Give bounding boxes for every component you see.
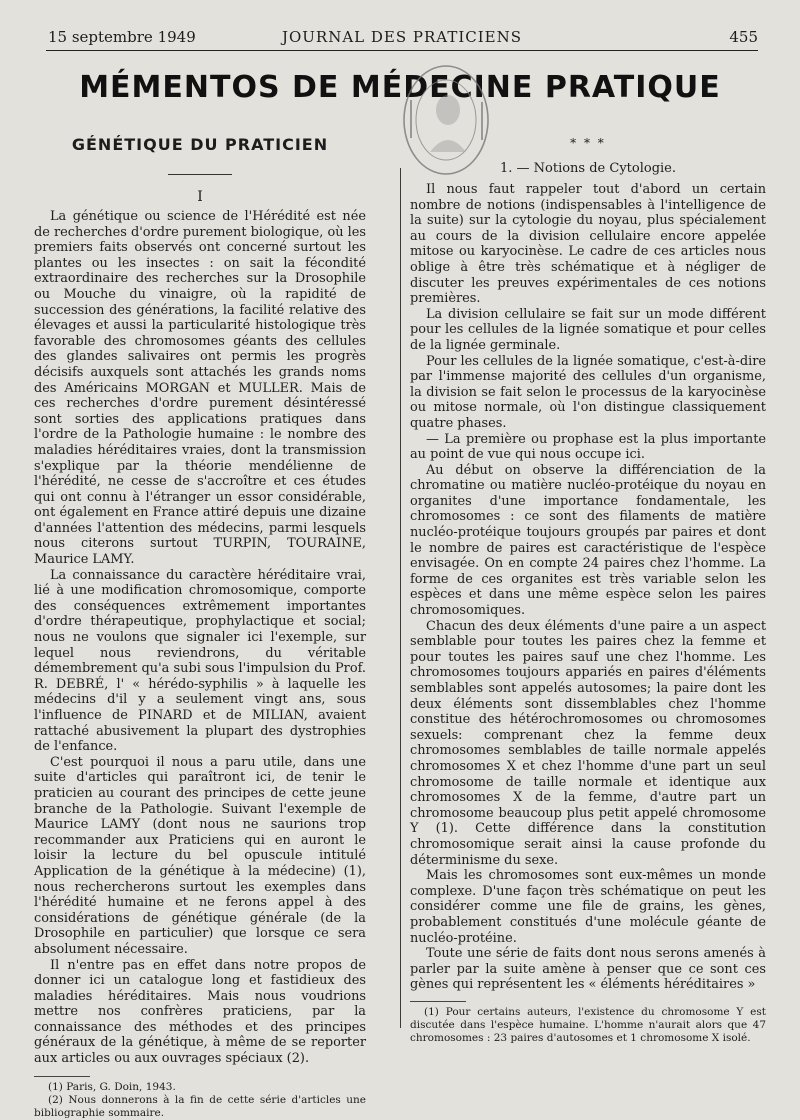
left-footnotes	[34, 1076, 366, 1120]
page-title: MÉMENTOS DE MÉDECINE PRATIQUE	[79, 70, 721, 105]
running-header	[46, 26, 758, 51]
header-journal-name: JOURNAL DES PRATICIENS	[281, 28, 523, 46]
section-separator-stars: * * *	[570, 136, 606, 150]
title-rule	[168, 174, 232, 175]
footnote: (2) Nous donnerons à la fin de cette série d'articles une bibliographie sommaire.	[34, 1093, 366, 1119]
part-number: I	[197, 189, 203, 205]
left-body	[34, 209, 366, 1067]
paragraph: — La première ou prophase est la plus importante au point de vue qui nous occupe ici.	[410, 431, 766, 463]
footnote: (1) Paris, G. Doin, 1943.	[48, 1080, 176, 1093]
footnote: (1) Pour certains auteurs, l'existence du chromosome Y est discutée dans l'espèce humaine. L'homme n'aurait alors que 47 chromosomes : 23 paires d'autosomes et 1 chromosome X isolé.	[410, 1005, 766, 1044]
paragraph: Pour les cellules de la lignée somatique, c'est-à-dire par l'immense majorité des cellules d'un organisme, la division se fait selon le processus de la karyocinèse ou mitose normale, où l'on distingue classiquement quatre phases.	[410, 353, 766, 431]
paragraph: Il nous faut rappeler tout d'abord un certain nombre de notions (indispensables à l'intelligence de la suite) sur la cytologie du noyau, plus spécialement au cours de la division cellulaire encore appelée mitose ou karyocinèse. Le cadre de ces articles nous oblige à être très schématique et à négliger de discuter les preuves expérimentales de ces notions premières.	[410, 182, 766, 307]
paragraph: Au début on observe la différenciation de la chromatine ou matière nucléo-protéique du noyau en organites d'une importance fondamentale, les chromosomes : ce sont des filaments de matière nucléo-protéique toujours groupés par paires et dont le nombre de paires est caractéristique de l'espèce envisagée. On en compte 24 paires chez l'homme. La forme de ces organites est très variable selon les espèces et dans une même espèce selon les paires chromosomiques.	[410, 462, 766, 619]
paragraph: Chacun des deux éléments d'une paire a un aspect semblable pour toutes les paires chez la femme et pour toutes les paires sauf une chez l'homme. Les chromosomes toujours appariés en paires d'éléments semblables sont appelés autosomes; la paire dont les deux éléments sont dissemblables chez l'homme constitue des hétérochromosomes ou chromosomes sexuels: comprenant chez la femme deux chromosomes semblables de taille normale appelés chromosomes X et chez l'homme d'une part un seul chromosome de taille normale et identique aux chromosomes X de la femme, d'autre part un chromosome beaucoup plus petit appelé chromosome Y (1). Cette différence dans la constitution chromosomique serait ainsi la cause profonde du déterminisme du sexe.	[410, 618, 766, 868]
header-date: 15 septembre 1949	[48, 28, 196, 46]
paragraph: Il n'entre pas en effet dans notre propos de donner ici un catalogue long et fastidieux des maladies héréditaires. Mais nous voudrions mettre nos confrères praticiens, par la connaissance des méthodes et des principes généraux de la génétique, à même de se reporter aux articles ou aux ouvrages spéciaux (2).	[34, 957, 366, 1067]
right-footnotes	[410, 1001, 766, 1045]
footnote-rule	[34, 1076, 90, 1077]
right-column	[410, 125, 766, 1045]
paragraph: C'est pourquoi il nous a paru utile, dans une suite d'articles qui paraîtront ici, de tenir le praticien au courant des principes de cette jeune branche de la Pathologie. Suivant l'exemple de Maurice LAMY (dont nous ne saurions trop recommander aux Praticiens qui en auront le loisir la lecture du bel opuscule intitulé Application de la génétique à la médecine) (1), nous rechercherons surtout les exemples dans l'hérédité humaine et ne ferons appel à des considérations de génétique générale (de la Drosophile en particulier) que lorsque ce sera absolument nécessaire.	[34, 754, 366, 957]
header-page-number: 455	[729, 28, 758, 46]
paragraph: La connaissance du caractère héréditaire vrai, lié à une modification chromosomique, comporte des conséquences extrêmement importantes d'ordre thérapeutique, prophylactique et social; nous ne voulons que signaler ici l'exemple, sur lequel nous reviendrons, du véritable démembrement qu'a subi sous l'impulsion du Prof. R. DEBRÉ, l' « hérédo-syphilis » à laquelle les médecins d'il y a seulement vingt ans, sous l'influence de PINARD et de MILIAN, avaient rattaché abusivement la plupart des dystrophies de l'enfance.	[34, 567, 366, 755]
footnote-rule	[410, 1001, 466, 1002]
column-divider	[400, 168, 401, 1028]
section-title: GÉNÉTIQUE DU PRATICIEN	[71, 135, 329, 154]
left-column	[34, 125, 366, 1120]
paragraph: La division cellulaire se fait sur un mode différent pour les cellules de la lignée somatique et pour celles de la lignée germinale.	[410, 306, 766, 353]
paragraph: La génétique ou science de l'Hérédité est née de recherches d'ordre purement biologique, où les premiers faits observés ont concerné surtout les plantes ou les insectes : on sait la fécondité extraordinaire des recherches sur la Drosophile ou Mouche du vinaigre, où la rapidité de succession des générations, la facilité relative des élevages et aussi la particularité histologique très favorable des chromosomes géants des cellules des glandes salivaires ont permis les progrès décisifs auxquels sont attachés les grands noms des Américains MORGAN et MULLER. Mais de ces recherches d'ordre purement désintéressé sont sorties des applications pratiques dans l'ordre de la Pathologie humaine : le nombre des maladies héréditaires vraies, dont la transmission s'explique par la théorie mendélienne de l'hérédité, ne cesse de s'accroître et ces études qui ont connu à l'étranger un essor considérable, ont également en France attiré depuis une dizaine d'années l'attention des médecins, parmi lesquels nous citerons surtout TURPIN, TOURAINE, Maurice LAMY.	[34, 209, 366, 568]
paragraph: Toute une série de faits dont nous serons amenés à parler par la suite amène à penser que ce sont ces gènes qui représentent les « éléments héréditaires »	[410, 946, 766, 993]
paragraph: Mais les chromosomes sont eux-mêmes un monde complexe. D'une façon très schématique on peut les considérer comme une file de grains, les gènes, probablement constitués d'une molécule géante de nucléo-protéine.	[410, 868, 766, 946]
section-heading: 1. — Notions de Cytologie.	[499, 161, 677, 176]
